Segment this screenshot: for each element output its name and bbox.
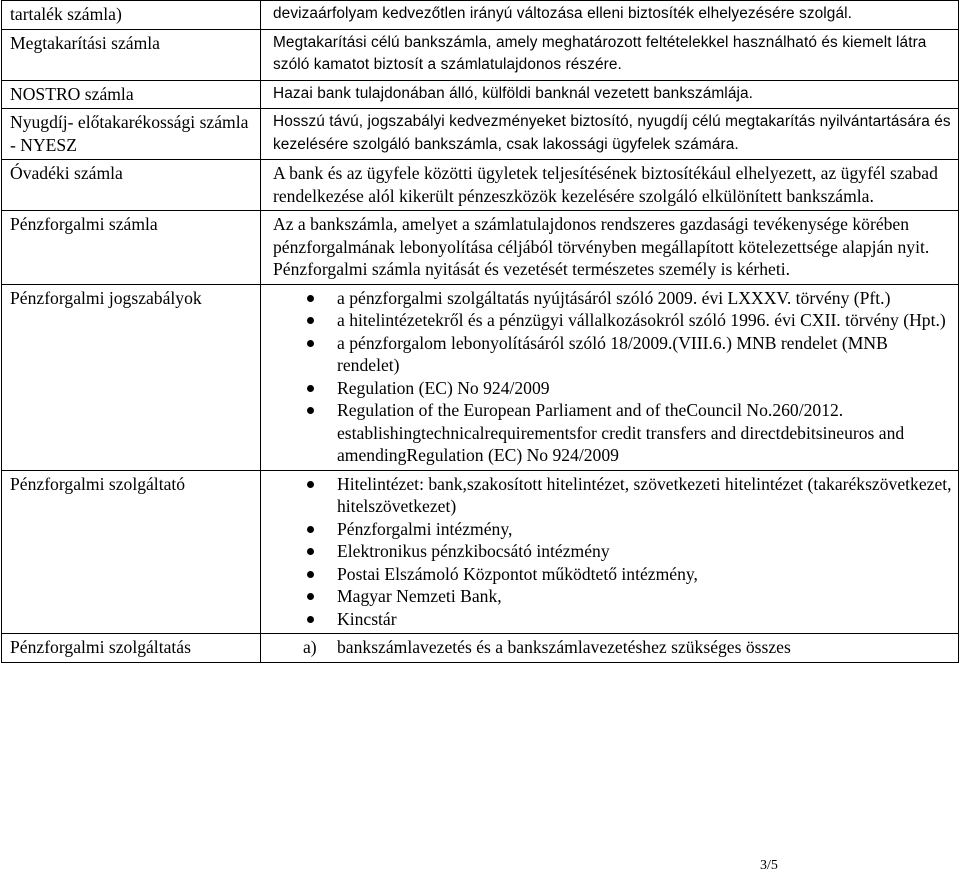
list-item-text: a pénzforgalom lebonyolításáról szóló 18/2009.(VIII.6.) MNB rendelet (MNB rendelet) — [337, 332, 888, 375]
table-row — [2, 80, 959, 109]
bullet-list — [273, 473, 953, 631]
table-row — [2, 211, 959, 285]
term-cell: Pénzforgalmi jogszabályok — [2, 284, 261, 470]
lettered-item — [273, 636, 953, 659]
term-cell: NOSTRO számla — [2, 80, 261, 109]
term-cell: Pénzforgalmi szolgáltató — [2, 470, 261, 634]
definition-cell: A bank és az ügyfele közötti ügyletek teljesítésének biztosítékául elhelyezett, az ügyfél szabad rendelkezése alól kikerült pénzeszközök kezelésére szolgáló elkülönített bankszámla. — [261, 160, 959, 211]
list-item — [273, 585, 953, 608]
definition-cell: Hosszú távú, jogszabályi kedvezményeket biztosító, nyugdíj célú megtakarítás nyilvántartására és kezelésére szolgáló bankszámla, csak lakossági ügyfelek számára. — [261, 109, 959, 160]
list-item-text: a pénzforgalmi szolgáltatás nyújtásáról szóló 2009. évi LXXXV. törvény (Pft.) — [337, 287, 891, 308]
bullet-icon — [307, 385, 314, 392]
list-item-text: Magyar Nemzeti Bank, — [337, 586, 502, 606]
list-item — [273, 563, 953, 586]
list-item — [273, 608, 953, 631]
definition-cell — [261, 284, 959, 470]
bullet-icon — [307, 526, 314, 533]
definition-cell: devizaárfolyam kedvezőtlen irányú változása elleni biztosíték elhelyezésére szolgál. — [261, 1, 959, 30]
table-row — [2, 160, 959, 211]
list-item — [273, 287, 953, 310]
list-item-text: Regulation (EC) No 924/2009 — [337, 377, 550, 398]
list-item-text: Regulation of the European Parliament and of theCouncil No.260/2012. establishingtechnicalrequirementsfor credit transfers and directdebitsineuros and amendingRegulation (EC) No 924/2009 — [337, 400, 905, 465]
list-item — [273, 518, 953, 541]
list-item — [273, 473, 953, 518]
list-item-text: Kincstár — [337, 608, 397, 629]
page-number: 3/5 — [760, 858, 778, 873]
list-item — [273, 332, 953, 377]
bullet-icon — [307, 340, 314, 347]
list-item — [273, 377, 953, 400]
list-item-text: Pénzforgalmi intézmény, — [337, 518, 513, 539]
table-row — [2, 109, 959, 160]
definition-cell — [261, 470, 959, 634]
table-row — [2, 634, 959, 663]
list-item-text: Postai Elszámoló Központot működtető intézmény, — [337, 563, 698, 584]
definition-cell — [261, 634, 959, 663]
bullet-icon — [307, 317, 314, 324]
term-cell: Nyugdíj- előtakarékossági számla - NYESZ — [2, 109, 261, 160]
bullet-icon — [307, 616, 314, 623]
bullet-icon — [307, 407, 314, 414]
bullet-icon — [307, 571, 314, 578]
list-item-text: a hitelintézetekről és a pénzügyi vállalkozásokról szóló 1996. évi CXII. törvény (Hpt.) — [337, 310, 946, 330]
table-row — [2, 1, 959, 30]
definition-cell: Hazai bank tulajdonában álló, külföldi banknál vezetett bankszámlája. — [261, 80, 959, 109]
list-item-text: Hitelintézet: bank,szakosított hitelintézet, szövetkezeti hitelintézet (takarékszövetkezet, hitelszövetkezet) — [337, 473, 952, 516]
definition-cell: Az a bankszámla, amelyet a számlatulajdonos rendszeres gazdasági tevékenysége körében pénzforgalmának lebonyolítása céljából törvényben megállapított kötelezettsége alapján nyit. Pénzforgalmi számla nyitását és vezetését természetes személy is kérheti. — [261, 211, 959, 285]
term-cell: tartalék számla) — [2, 1, 261, 30]
definition-cell: Megtakarítási célú bankszámla, amely meghatározott feltételekkel használható és kiemelt látra szóló kamatot biztosít a számlatulajdonos részére. — [261, 29, 959, 80]
list-item-text: Elektronikus pénzkibocsátó intézmény — [337, 541, 610, 561]
table-row — [2, 29, 959, 80]
bullet-icon — [307, 481, 314, 488]
bullet-list — [273, 287, 953, 467]
table-row — [2, 284, 959, 470]
list-marker: a) — [303, 637, 317, 657]
term-cell: Megtakarítási számla — [2, 29, 261, 80]
bullet-icon — [307, 548, 314, 555]
term-cell: Pénzforgalmi szolgáltatás — [2, 634, 261, 663]
table-row — [2, 470, 959, 634]
term-cell: Óvadéki számla — [2, 160, 261, 211]
list-item — [273, 309, 953, 332]
list-item — [273, 540, 953, 563]
term-cell: Pénzforgalmi számla — [2, 211, 261, 285]
glossary-table — [1, 0, 959, 663]
bullet-icon — [307, 295, 314, 302]
list-item-text: bankszámlavezetés és a bankszámlavezetéshez szükséges összes — [337, 637, 791, 657]
bullet-icon — [307, 593, 314, 600]
list-item — [273, 399, 953, 467]
